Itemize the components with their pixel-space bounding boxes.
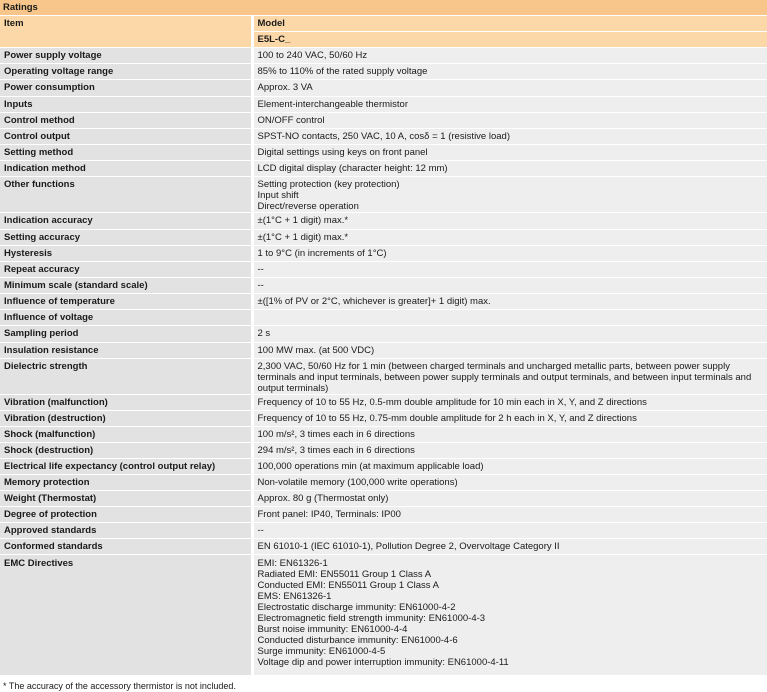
value-line: ±(1°C + 1 digit) max.* (257, 215, 349, 226)
row-label: Other functions (0, 177, 252, 213)
row-value (252, 507, 767, 523)
table-row (0, 230, 767, 246)
value-line: 294 m/s², 3 times each in 6 directions (257, 445, 415, 456)
row-label: Memory protection (0, 475, 252, 491)
row-label: Shock (destruction) (0, 443, 252, 459)
row-value (252, 278, 767, 294)
row-label: Operating voltage range (0, 64, 252, 80)
row-label: Conformed standards (0, 539, 252, 555)
table-row (0, 129, 767, 145)
row-value (252, 129, 767, 145)
title-row (0, 0, 767, 16)
value-line: Surge immunity: EN61000-4-5 (257, 646, 386, 657)
value-line: Electrostatic discharge immunity: EN61000-4-2 (257, 602, 456, 613)
row-label: Power consumption (0, 80, 252, 97)
row-value (252, 246, 767, 262)
row-value (252, 145, 767, 161)
row-label: Approved standards (0, 523, 252, 539)
header-model: Model (252, 16, 767, 32)
row-label: Indication method (0, 161, 252, 177)
value-line: Direct/reverse operation (257, 201, 359, 212)
row-label: Inputs (0, 97, 252, 113)
value-line: SPST-NO contacts, 250 VAC, 10 A, cosδ = 1 (resistive load) (257, 131, 510, 142)
row-label: Influence of temperature (0, 294, 252, 310)
value-line: Frequency of 10 to 55 Hz, 0.5-mm double amplitude for 10 min each in X, Y, and Z directions (257, 397, 647, 408)
value-line: -- (257, 280, 264, 291)
row-value (252, 230, 767, 246)
header-model-name: E5L-C_ (252, 32, 767, 48)
table-row (0, 262, 767, 278)
table-row (0, 310, 767, 326)
value-line: Digital settings using keys on front panel (257, 147, 428, 158)
value-line: Electromagnetic field strength immunity: EN61000-4-3 (257, 613, 486, 624)
table-row (0, 278, 767, 294)
table-row (0, 395, 767, 411)
row-value (252, 555, 767, 676)
table-row (0, 507, 767, 523)
row-label: Hysteresis (0, 246, 252, 262)
row-label: Influence of voltage (0, 310, 252, 326)
value-line: 2 s (257, 328, 271, 339)
value-line: Frequency of 10 to 55 Hz, 0.75-mm double amplitude for 2 h each in X, Y, and Z directions (257, 413, 637, 424)
table-row (0, 246, 767, 262)
value-line: Non-volatile memory (100,000 write operations) (257, 477, 458, 488)
value-line: Setting protection (key protection) (257, 179, 400, 190)
table-row (0, 539, 767, 555)
value-line: 1 to 9°C (in increments of 1°C) (257, 248, 387, 259)
value-line: ±([1% of PV or 2°C, whichever is greater]+ 1 digit) max. (257, 296, 491, 307)
value-line: 85% to 110% of the rated supply voltage (257, 66, 428, 77)
value-line: LCD digital display (character height: 12 mm) (257, 163, 448, 174)
value-line: 100 m/s², 3 times each in 6 directions (257, 429, 415, 440)
value-line: -- (257, 264, 264, 275)
row-label: Setting method (0, 145, 252, 161)
row-value (252, 213, 767, 230)
row-label: Dielectric strength (0, 359, 252, 395)
row-label: Power supply voltage (0, 48, 252, 64)
table-title: Ratings (0, 0, 767, 16)
row-label: Indication accuracy (0, 213, 252, 230)
row-value (252, 113, 767, 129)
value-line: Voltage dip and power interruption immunity: EN61000-4-11 (257, 657, 509, 668)
row-label: Sampling period (0, 326, 252, 343)
row-label: Minimum scale (standard scale) (0, 278, 252, 294)
row-value (252, 161, 767, 177)
ratings-rows (0, 48, 767, 676)
value-line: ON/OFF control (257, 115, 325, 126)
row-value (252, 459, 767, 475)
row-value (252, 523, 767, 539)
row-label: Weight (Thermostat) (0, 491, 252, 507)
row-value (252, 80, 767, 97)
value-line: -- (257, 525, 264, 536)
table-row (0, 555, 767, 676)
value-line: 100,000 operations min (at maximum applicable load) (257, 461, 484, 472)
value-line: EN 61010-1 (IEC 61010-1), Pollution Degree 2, Overvoltage Category II (257, 541, 560, 552)
table-row (0, 145, 767, 161)
table-row (0, 161, 767, 177)
table-row (0, 475, 767, 491)
row-value (252, 443, 767, 459)
table-row (0, 459, 767, 475)
value-line: 2,300 VAC, 50/60 Hz for 1 min (between charged terminals and uncharged metallic parts, between power supply terminals and input terminals, between power supply terminals and output terminals, and between input terminals and output terminals) (257, 361, 752, 394)
table-row (0, 48, 767, 64)
value-line: Burst noise immunity: EN61000-4-4 (257, 624, 408, 635)
row-label: Repeat accuracy (0, 262, 252, 278)
row-value (252, 310, 767, 326)
table-row (0, 294, 767, 310)
row-value (252, 539, 767, 555)
value-line: Input shift (257, 190, 299, 201)
table-row (0, 80, 767, 97)
row-value (252, 326, 767, 343)
row-value (252, 48, 767, 64)
value-line: Front panel: IP40, Terminals: IP00 (257, 509, 401, 520)
table-row (0, 113, 767, 129)
footnote: * The accuracy of the accessory thermistor is not included. (3, 681, 236, 691)
row-value (252, 395, 767, 411)
table-row (0, 359, 767, 395)
value-line: Approx. 3 VA (257, 82, 313, 93)
value-line: ±(1°C + 1 digit) max.* (257, 232, 349, 243)
row-value (252, 262, 767, 278)
table-row (0, 523, 767, 539)
header-row (0, 16, 767, 32)
row-label: Shock (malfunction) (0, 427, 252, 443)
row-value (252, 427, 767, 443)
row-value (252, 475, 767, 491)
value-line: Conducted disturbance immunity: EN61000-4-6 (257, 635, 458, 646)
table-row (0, 177, 767, 213)
row-label: Setting accuracy (0, 230, 252, 246)
row-label: Degree of protection (0, 507, 252, 523)
row-value (252, 177, 767, 213)
value-line: 100 to 240 VAC, 50/60 Hz (257, 50, 368, 61)
value-line: EMI: EN61326-1 (257, 558, 328, 569)
table-row (0, 343, 767, 359)
value-line: Radiated EMI: EN55011 Group 1 Class A (257, 569, 432, 580)
row-label: Electrical life expectancy (control output relay) (0, 459, 252, 475)
value-line: 100 MW max. (at 500 VDC) (257, 345, 375, 356)
table-row (0, 427, 767, 443)
row-label: Control method (0, 113, 252, 129)
row-value (252, 294, 767, 310)
table-row (0, 213, 767, 230)
value-line: EMS: EN61326-1 (257, 591, 332, 602)
row-label: Insulation resistance (0, 343, 252, 359)
row-label: EMC Directives (0, 555, 252, 676)
table-row (0, 326, 767, 343)
row-label: Control output (0, 129, 252, 145)
row-value (252, 343, 767, 359)
row-value (252, 491, 767, 507)
row-value (252, 97, 767, 113)
row-label: Vibration (destruction) (0, 411, 252, 427)
header-item: Item (0, 16, 252, 48)
row-label: Vibration (malfunction) (0, 395, 252, 411)
value-line: Approx. 80 g (Thermostat only) (257, 493, 389, 504)
row-value (252, 64, 767, 80)
row-value (252, 359, 767, 395)
value-line: Element-interchangeable thermistor (257, 99, 408, 110)
table-row (0, 97, 767, 113)
table-row (0, 411, 767, 427)
value-line: Conducted EMI: EN55011 Group 1 Class A (257, 580, 439, 591)
table-row (0, 64, 767, 80)
row-value (252, 411, 767, 427)
table-row (0, 491, 767, 507)
table-row (0, 443, 767, 459)
